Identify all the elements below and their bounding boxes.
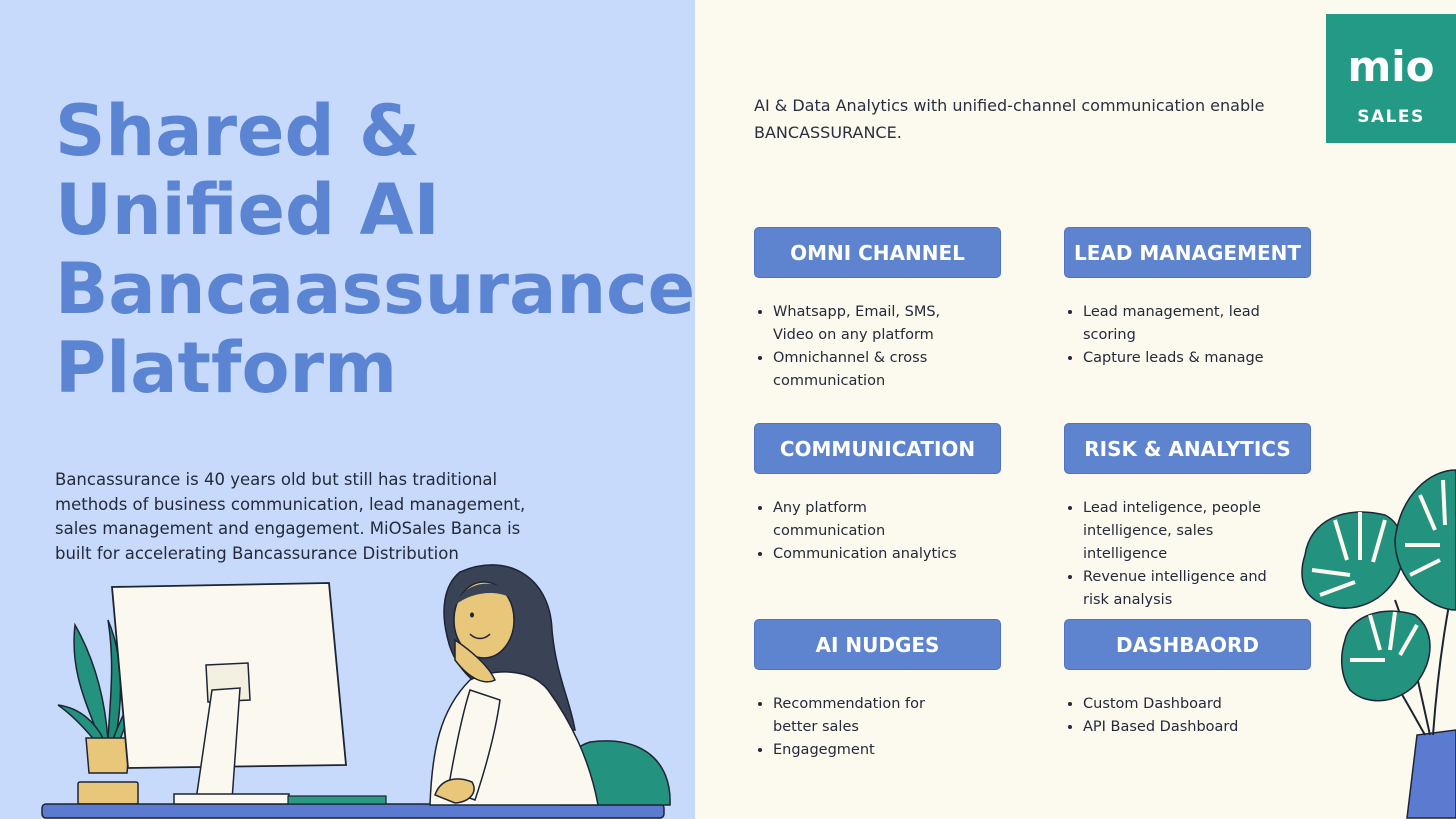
feature-point: • Lead inteligence, people intelligence, sales intelligence xyxy=(1083,497,1268,566)
woman-icon xyxy=(430,565,598,805)
feature-points xyxy=(1064,693,1268,739)
feature-point: • Whatsapp, Email, SMS, Video on any platform xyxy=(773,301,958,347)
hero-title-line: Platform xyxy=(55,327,398,409)
hero-title-line: Shared & xyxy=(55,90,421,172)
feature-points xyxy=(754,693,958,762)
feature-title: RISK & ANALYTICS xyxy=(1064,423,1311,474)
feature-point: • Lead management, lead scoring xyxy=(1083,301,1268,347)
feature-point: • Custom Dashboard xyxy=(1083,693,1268,716)
right-panel xyxy=(695,0,1456,819)
feature-omni-channel xyxy=(754,227,1004,393)
feature-points xyxy=(1064,301,1268,370)
feature-ai-nudges xyxy=(754,619,1004,762)
feature-dashboard xyxy=(1064,619,1314,739)
left-panel xyxy=(0,0,695,819)
miosales-logo xyxy=(1326,14,1456,143)
feature-points xyxy=(754,301,958,393)
feature-risk-analytics xyxy=(1064,423,1314,612)
feature-point: • API Based Dashboard xyxy=(1083,716,1268,739)
feature-point: • Communication analytics xyxy=(773,543,958,566)
feature-points xyxy=(1064,497,1268,612)
feature-communication xyxy=(754,423,1004,566)
feature-points xyxy=(754,497,958,566)
logo-word: mio xyxy=(1347,42,1435,91)
feature-point: • Any platform communication xyxy=(773,497,958,543)
feature-title: LEAD MANAGEMENT xyxy=(1064,227,1311,278)
feature-title: DASHBAORD xyxy=(1064,619,1311,670)
tagline: AI & Data Analytics with unified-channel communication enable BANCASSURANCE. xyxy=(754,96,1265,142)
hero-title-line: Bancaassurance xyxy=(55,248,695,330)
feature-point: • Recommendation for better sales xyxy=(773,693,958,739)
feature-title: OMNI CHANNEL xyxy=(754,227,1001,278)
hero-title xyxy=(55,92,695,408)
woman-at-computer-illustration xyxy=(0,540,695,819)
hero-title-line: Unified AI xyxy=(55,169,440,251)
feature-title: AI NUDGES xyxy=(754,619,1001,670)
feature-title: COMMUNICATION xyxy=(754,423,1001,474)
feature-point: • Omnichannel & cross communication xyxy=(773,347,958,393)
feature-point: • Engagegment xyxy=(773,739,958,762)
monitor-icon xyxy=(112,583,386,804)
feature-point: • Revenue intelligence and risk analysis xyxy=(1083,566,1268,612)
monstera-plant-icon xyxy=(1295,450,1456,819)
hero-description: Bancassurance is 40 years old but still has traditional methods of business communication, lead management, sales management and engagement. MiOSales Banca is built for accelerating Bancassurance Distribution xyxy=(55,470,526,563)
logo-subtitle: SALES xyxy=(1357,107,1425,127)
feature-lead-management xyxy=(1064,227,1314,370)
feature-point: • Capture leads & manage xyxy=(1083,347,1268,370)
